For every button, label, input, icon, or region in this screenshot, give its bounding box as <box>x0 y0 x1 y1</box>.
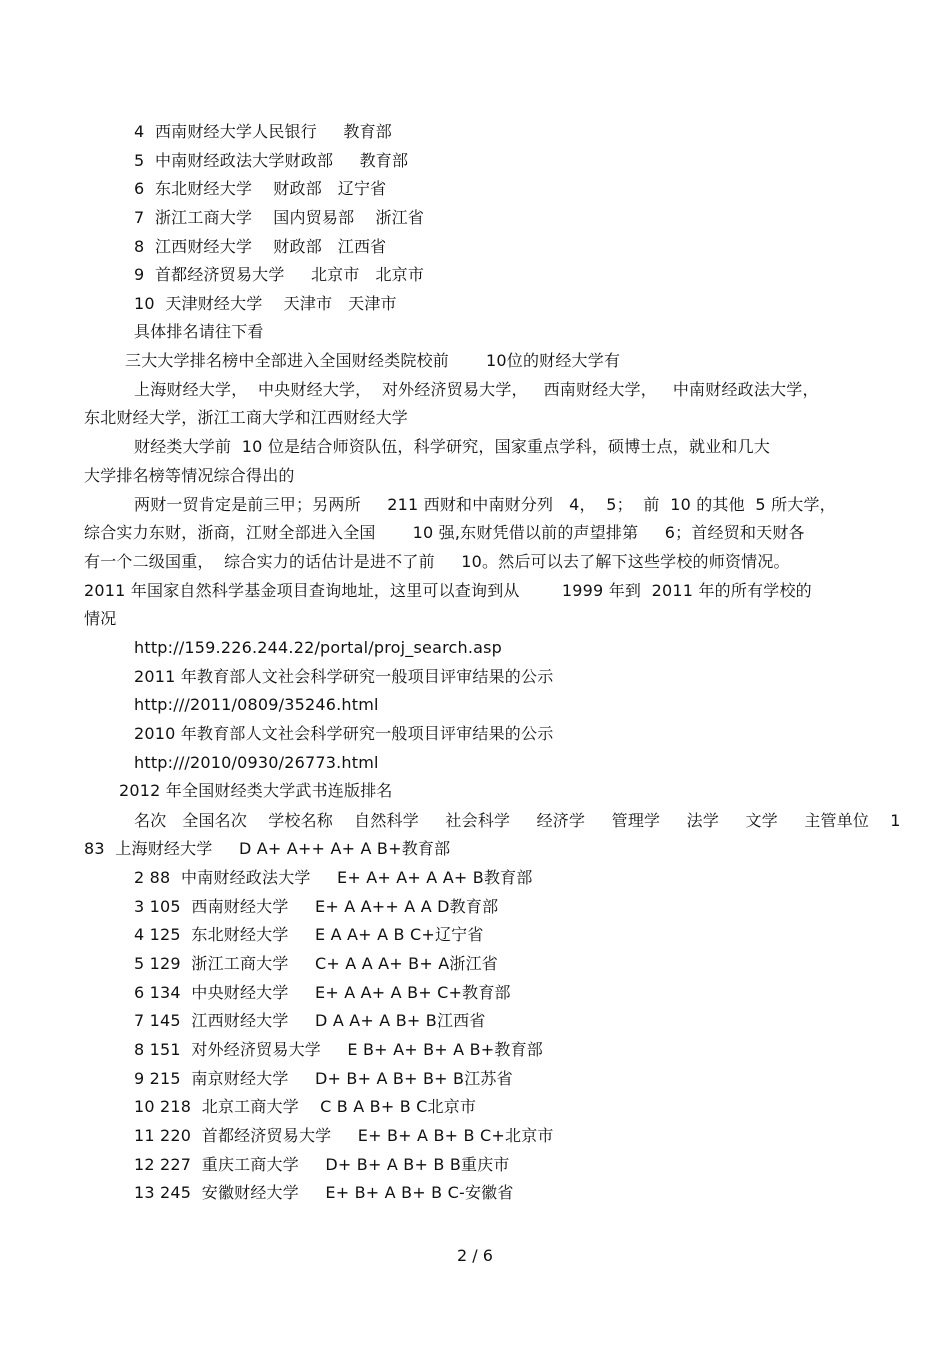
list-item: 6 东北财经大学 财政部 辽宁省 <box>134 179 387 198</box>
url-link[interactable]: http:///2010/0930/26773.html <box>134 753 379 772</box>
ranking-header: 名次 全国名次 学校名称 自然科学 社会科学 经济学 管理学 法学 文学 主管单位 1 <box>134 811 901 830</box>
paragraph-line: 两财一贸肯定是前三甲；另两所 211 西财和中南财分列 4， 5； 前 10 的其他 5 所大学， <box>134 495 836 514</box>
paragraph-line: 上海财经大学， 中央财经大学， 对外经济贸易大学， 西南财经大学， 中南财经政法大学， <box>134 380 819 399</box>
ranking-row: 9 215 南京财经大学 D+ B+ A B+ B+ B江苏省 <box>134 1069 513 1088</box>
list-item: 4 西南财经大学人民银行 教育部 <box>134 122 392 141</box>
list-note: 具体排名请往下看 <box>134 322 264 341</box>
ranking-row: 8 151 对外经济贸易大学 E B+ A+ B+ A B+教育部 <box>134 1040 543 1059</box>
paragraph-line: 大学排名榜等情况综合得出的 <box>84 466 295 485</box>
ranking-row: 5 129 浙江工商大学 C+ A A A+ B+ A浙江省 <box>134 954 498 973</box>
url-link[interactable]: http:///2011/0809/35246.html <box>134 695 379 714</box>
paragraph-line: 有一个二级国重， 综合实力的话估计是进不了前 10。然后可以去了解下这些学校的师资情况。 <box>84 552 790 571</box>
paragraph-line: 三大大学排名榜中全部进入全国财经类院校前 10位的财经大学有 <box>125 351 621 370</box>
ranking-row: 3 105 西南财经大学 E+ A A++ A A D教育部 <box>134 897 499 916</box>
list-item: 10 天津财经大学 天津市 天津市 <box>134 294 397 313</box>
page-number: 2 / 6 <box>457 1246 493 1265</box>
ranking-row: 6 134 中央财经大学 E+ A A+ A B+ C+教育部 <box>134 983 511 1002</box>
ranking-row: 2 88 中南财经政法大学 E+ A+ A+ A A+ B教育部 <box>134 868 533 887</box>
ranking-row: 4 125 东北财经大学 E A A+ A B C+辽宁省 <box>134 925 484 944</box>
url-link[interactable]: http://159.226.244.22/portal/proj_search.asp <box>134 638 503 657</box>
ranking-row: 83 上海财经大学 D A+ A++ A+ A B+教育部 <box>84 839 451 858</box>
list-item: 8 江西财经大学 财政部 江西省 <box>134 237 387 256</box>
paragraph-line: 情况 <box>84 609 117 628</box>
ranking-row: 12 227 重庆工商大学 D+ B+ A B+ B B重庆市 <box>134 1155 510 1174</box>
list-item: 7 浙江工商大学 国内贸易部 浙江省 <box>134 208 425 227</box>
paragraph-line: 综合实力东财，浙商，江财全部进入全国 10 强,东财凭借以前的声望排第 6；首经贸和天财各 <box>84 523 805 542</box>
notice-title: 2010 年教育部人文社会科学研究一般项目评审结果的公示 <box>134 724 554 743</box>
ranking-row: 11 220 首都经济贸易大学 E+ B+ A B+ B C+北京市 <box>134 1126 554 1145</box>
paragraph-line: 东北财经大学，浙江工商大学和江西财经大学 <box>84 408 409 427</box>
list-item: 9 首都经济贸易大学 北京市 北京市 <box>134 265 425 284</box>
notice-title: 2011 年教育部人文社会科学研究一般项目评审结果的公示 <box>134 667 554 686</box>
list-item: 5 中南财经政法大学财政部 教育部 <box>134 151 409 170</box>
paragraph-line: 2011 年国家自然科学基金项目查询地址，这里可以查询到从 1999 年到 2011 年的所有学校的 <box>84 581 812 600</box>
ranking-row: 7 145 江西财经大学 D A A+ A B+ B江西省 <box>134 1011 486 1030</box>
paragraph-line: 财经类大学前 10 位是结合师资队伍，科学研究，国家重点学科，硕博士点，就业和几大 <box>134 437 771 456</box>
ranking-title: 2012 年全国财经类大学武书连版排名 <box>119 781 393 800</box>
ranking-row: 13 245 安徽财经大学 E+ B+ A B+ B C-安徽省 <box>134 1183 514 1202</box>
ranking-row: 10 218 北京工商大学 C B A B+ B C北京市 <box>134 1097 477 1116</box>
